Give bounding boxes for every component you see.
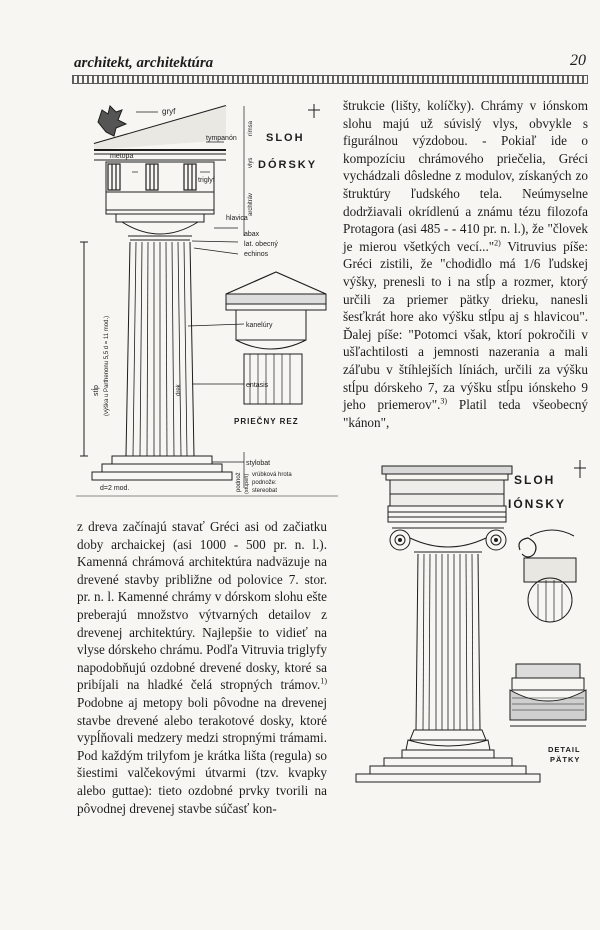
detail-caption-line1: DETAIL <box>548 745 581 754</box>
ionic-order-figure <box>344 460 590 810</box>
doric-title-line1: SLOH <box>266 132 305 144</box>
label-podnoz-note: vrúbková hrota <box>252 472 292 478</box>
ionic-capital-detail-drawing <box>519 530 576 622</box>
label-gryf: gryf <box>162 107 176 116</box>
label-echinos: echinos <box>244 251 269 258</box>
running-head <box>74 52 586 74</box>
right-text-column <box>343 97 588 431</box>
left-paragraph: z dreva začínajú stavať Gréci asi od začiatku doby archaickej (asi 1000 - 500 pr. n. l.). Kamenná chrámová architektúra nadväzuje na drevené stavby približne od polovice 7. stor. pr. n. l. Kamenné chrámy v dórskom slohu ešte preberajú množstvo výtvarných detailov z drevenej architektúry. Najlepšie to vidieť na vlyse dórskeho chrámu. Podľa Vitruvia triglyfy napodobňujú ozdobné drevené dosky, ktoré sa pribíjali na hladké čelá stropných trámov.$^{1)}$ Podobne aj metopy boli pôvodne na drevenej stavbe drevené alebo terakotové dosky, ktoré vypĺňovali medzery medzi stropnými trámami. Pod každým trilyfom je krátka lišta (regula) so šiestimi valčekovými útvarmi (tzv. kvapky alebo guttae): tieto ozdobné prvky tvorili na pôvodnej drevenej stavbe súčasť kon- <box>77 519 327 816</box>
header-ornament-rule <box>72 75 588 84</box>
detail-caption-line2: PÄTKY <box>550 755 581 764</box>
gryf-ornament <box>98 106 126 136</box>
right-paragraph: štrukcie (lišty, kolíčky). Chrámy v iónskom slohu majú už súvislý vlys, obvykle s figurálnou výzdobou. - Pokiaľ ide o kompozíciu chrámového priečelia, Gréci vychádzali dôsledne z modulov, získaných zo štruktúry ľudského tela. Neúmyselne dodržiavali okrídlenú a známu tézu filozofa Protagora (asi 485 - - 410 pr. n. l.), že "človek je mierou všetkých vecí..."$^{2)}$ Vitruvius píše: Gréci zistili, že "chodidlo má 1/6 ľudskej výšky, prenesli to i na stĺp a rozmer, ktorý určili za priemer pätky drieku, nanesli šesťkrát hore ako výšku stĺpu aj s hlavicou". Ďalej píše: "Potomci však, ktorí pokročili v ušľachtilosti a jemnosti nazerania a mali záľubu v štíhlejších líniách, určili za výšku stĺpu dórskeho 7, za výšku stĺpu iónskeho 9 jeho priemerov".$^{3)}$ Platil teda všeobecný "kánon", <box>343 98 589 430</box>
label-drek: drek <box>176 384 182 396</box>
label-podnoz-note2: podnože: <box>252 480 277 486</box>
label-metopa: metopa <box>110 153 134 160</box>
label-stereobat: stereobat <box>252 488 278 494</box>
doric-order-figure <box>76 96 338 506</box>
footnote-ref-2: 2) <box>494 238 501 248</box>
label-kanelury: kanelúry <box>246 322 273 329</box>
page-number: 20 <box>570 52 586 69</box>
label-lat-obecny: lat. obecný <box>244 241 278 248</box>
label-hlavica: hlavica <box>226 215 248 222</box>
label-vlys: vlys <box>248 157 254 168</box>
label-stilp: stĺp <box>93 385 100 396</box>
cross-section-caption: PRIEČNY REZ <box>234 417 299 426</box>
label-stupen: (stupeň) <box>244 473 250 494</box>
ionic-base-detail-drawing <box>510 664 586 726</box>
label-entasis: entasis <box>246 382 269 389</box>
label-abax: abax <box>244 231 260 238</box>
label-podnoz: podnož <box>236 472 242 492</box>
label-rimsa: rímsa <box>248 121 254 136</box>
label-triglyf: triglyf <box>198 177 215 184</box>
doric-title-line2: DÓRSKY <box>258 159 318 171</box>
ionic-title-line1: SLOH <box>514 473 556 487</box>
left-text-column <box>77 518 327 817</box>
label-tympanon: tympanón <box>206 135 237 142</box>
footnote-ref-1: 1) <box>320 676 327 686</box>
label-dez-mod: d=2 mod. <box>100 485 130 492</box>
ionic-title-line2: IÓNSKY <box>508 497 567 511</box>
footnote-ref-3: 3) <box>440 396 448 406</box>
label-stylobat: stylobat <box>246 460 271 467</box>
label-architrav: architráv <box>248 192 254 216</box>
label-stilp-note: (výška u Parthenonu 5,5 d = 11 mod.) <box>104 315 110 416</box>
running-title: architekt, architektúra <box>74 55 214 71</box>
